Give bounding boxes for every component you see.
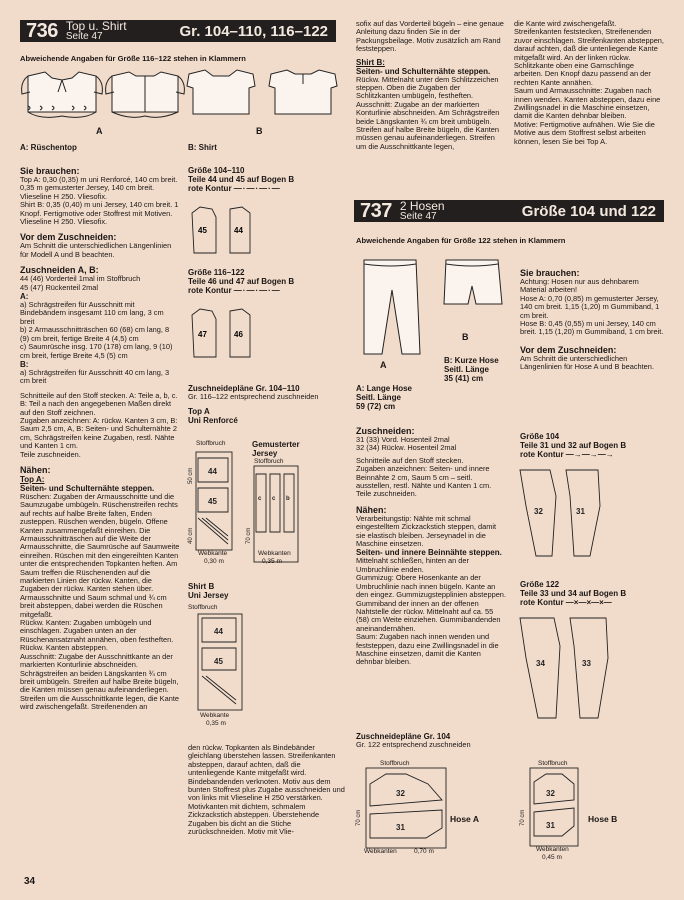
model-736-column-3 [356,20,506,192]
cut-737-4: Zugaben anzeichnen: Seiten- und innere Beinnähte 2 cm, Saum 5 cm – seitl. ausstellen, restl. Nähte und Kanten 1 cm. [356,464,492,491]
svg-text:32: 32 [534,507,543,516]
cut-out: Teile zuschneiden. [20,449,81,459]
cut-a-b: b) 2 Armausschnitträschen 60 (68) cm lang, 8 (9) cm breit, fertige Breite 4 (4,5) cm [20,325,170,343]
col3-neckline: Ausschnitt: Zugabe an der markierten Konturlinie abschneiden. Am Schrägstreifen beide Längskanten ¾ cm breit umbügeln. Streifen auf halbe Breite bügeln, die Kanten müssen genau aufeinanderliegen. Streifen um die Ausschnittkante legen, [356,99,500,151]
caption-pants-a-2: Seitl. Länge [356,393,401,402]
plan-jersey-label: Gemusterter Jersey [252,440,300,458]
model-737-needs [520,268,666,408]
cut-b-a: a) Schrägstreifen für Ausschnitt 40 cm lang, 3 cm breit [20,367,170,386]
caption-b: B: Shirt [188,143,217,152]
heading-before-cut: Vor dem Zuschneiden: [20,232,117,243]
webkante-label-3: Webkante [200,712,230,719]
col3-intro: sofix auf das Vorderteil bügeln – eine genaue Anleitung dazu finden Sie in der Packungsbeilage. Motiv zusätzlich am Rand feststeppen. [356,20,504,54]
col4-text-3: Motive: Fertigmotive aufnähen. Wie Sie die Motive aus dem Stoffrest selbst arbeiten können, lesen Sie bei Top A. [514,119,655,146]
size-122-heading: Größe 122 [520,580,560,589]
svg-text:45: 45 [208,497,217,506]
top-a-illustration [20,66,190,131]
width-label-1: 0,30 m [204,558,224,565]
pants-plan-title: Zuschneidepläne Gr. 104 [356,732,451,741]
svg-text:50 cm: 50 cm [188,467,194,484]
model-title-737: 2 Hosen [399,199,445,213]
plan-title: Zuschneidepläne Gr. 104–110 [188,384,300,393]
col4-text-1: die Kante wird zwischengefaßt. Streifenkanten feststecken, Streifenenden zuvor einschlagen. Streifenkanten absteppen, darauf achten, daß die untenliegende Kante mitgefaßt wird. An der linken rückw. Schlitzkante oben eine Garnschlinge arbeiten. Den Knopf dazu passend an der rechten Kante annähen. [514,20,664,87]
heading-needs: Sie brauchen: [20,166,80,176]
model-736-header [20,20,336,42]
caption-pants-b-3: 35 (41) cm [444,374,484,383]
before-cut-737: Am Schnitt die unterschiedlichen Längenlinien für Hose A und B beachten. [520,353,654,372]
model-sizes: Gr. 104–110, 116–122 [179,22,328,40]
pattern-pieces-33-34 [516,614,616,724]
svg-text:44: 44 [234,226,243,235]
size-104-heading: Größe 104 [520,432,560,441]
caption-pants-b-2: Seitl. Länge [444,365,489,374]
sew-neckline: Ausschnitt: Zugabe der Ausschnittkante an der markierten Konturlinie abschneiden. Schrägstreifen an beiden Längskanten ¾ cm breit umbügeln. Streifen auf halbe Breite bügeln, die Kanten müssen genau aufeinanderliegen. Streifen um die Ausschnittkante legen, die Kante wird zwischengefaßt. Streifenenden an [20,651,179,712]
caption-pants-b [444,356,524,383]
cut-heading-737: Zuschneiden: [356,426,415,436]
pants-width-b: 0,45 m [542,854,562,861]
needs-heading-737: Sie brauchen: [520,268,580,278]
cut-a: A: [20,292,29,302]
needs-attention: Achtung: Hosen nur aus dehnbarem Material arbeiten! [520,277,639,295]
label-b: B [256,126,263,136]
pattern-pieces-31-32 [516,466,606,566]
before-cut-text: Am Schnitt die unterschiedlichen Längenlinien für Modell A und B beachten. [20,241,172,259]
plan-shirt-b-fabric: Uni Jersey [188,591,229,600]
col3-shirt-b: Shirt B: [356,57,385,67]
pants-plan-sub: Gr. 122 entsprechend zuschneiden [356,740,471,749]
plan-top-a: Top A [188,407,210,417]
model-736-column-1 [20,166,180,892]
caption-a: A: Rüschentop [20,143,77,152]
plan-shirt-b: Shirt B [188,582,215,591]
needs-shirt-b: Shirt B: 0,35 (0,40) m uni Jersey, 140 cm breit. 1 Knopf. Fertigmotive oder Stoffrest mit Motiven. Vlieseline H 250. Vliesofix. [20,200,179,227]
size-heading: Größe 104–110 [188,166,245,175]
size-122-block: Größe 122 Teile 33 und 34 auf Bogen B rote Kontur —×—×—×— [520,580,666,607]
svg-text:70 cm: 70 cm [246,527,252,544]
svg-text:32: 32 [396,789,405,798]
sew-back-edges: Rückw. Kanten: Zugaben umbügeln und einschlagen. Zugaben unten an der Rüschenansatznaht annähen, oben festheften. Rückw. Kanten absteppen. [20,618,174,653]
col3-back-seam: Rückw. Mittelnaht unter dem Schlitzzeichen steppen. Oben die Zugaben der Schlitzkanten umbügeln, festheften. [356,74,499,101]
label-pants-b: B [462,332,469,342]
svg-text:c: c [272,496,276,502]
shirt-b-illustration [185,66,345,126]
pattern-pieces-44-45 [190,203,260,261]
pants-width-a: 0,70 m [414,848,434,855]
parts-line: Teile 44 und 45 auf Bogen B [188,175,295,184]
cut-a-a: a) Schrägstreifen für Ausschnitt mit Bindebändern insgesamt 110 cm lang, 3 cm breit [20,300,164,326]
svg-text:45: 45 [198,226,207,235]
heading-cut: Zuschneiden A, B: [20,265,99,276]
model-737-instructions [356,426,506,716]
col3-seams: Seiten- und Schulternähte steppen. [356,66,491,76]
before-cut-heading-737: Vor dem Zuschneiden: [520,344,617,355]
cut-737-5: Teile zuschneiden. [356,489,417,499]
svg-text:40 cm: 40 cm [188,527,194,544]
webkanten-label-1: Webkanten [258,550,291,557]
pants-stoffbruch-1: Stoffbruch [380,760,410,767]
cut-737-3: Schnitteile auf den Stoff stecken. [356,455,464,465]
col4-text-2: Saum und Armausschnitte: Zugaben nach innen wenden. Kanten absteppen, dazu eine Zwillingsnadel in die Maschine einsetzen, damit die Kanten dehnbar bleiben. [514,86,661,121]
cut-737-1: 31 (33) Vord. Hosenteil 2mal [356,435,450,444]
model-number: 736 [26,19,58,42]
cutting-layout-hose-a [356,766,456,856]
sew-ruffles: Rüschen: Zugaben der Armausschnitte und die Saumzugabe umbügeln. Rüschenstreifen rechts auf rechts auf halbe Breite falten, Enden zusteppen. Rüschen wenden, bügeln. Offene Kanten zusammengefaßt einreihen. Die Armausschnitträschen auf die Weite der Armausschnitte, die Saumrüsche auf Saumweite einreihen. Rüschen mit den eingereihten Kanten unter die entsprechenden Topkanten heften. Am Saum treffen die Rüschenenden auf die markierten Linien der rückw. Kanten, die Zugaben der rückw. Kanten stehen über. Armausschnitte und Saum schmal und ¾ cm breit absteppen, dabei werden die Rüschen mitgefaßt. [20,491,180,619]
sew-737-5: Saum: Zugaben nach innen wenden und feststeppen, dazu eine Zwillingsnadel in die Maschine einsetzen, damit die Kanten dehnbar bleiben. [356,632,499,667]
caption-pants-a [356,384,436,411]
svg-text:44: 44 [214,627,223,636]
svg-text:b: b [286,496,290,502]
sew-side: Seiten- und Schulternähte steppen. [20,483,155,493]
cutting-layout-hose-b [516,766,586,856]
hose-a-label: Hose A [450,814,479,824]
size-104-block: Größe 104 Teile 31 und 32 auf Bogen B rote Kontur —→—→—→ [520,432,666,459]
stoffbruch-label-1: Stoffbruch [196,440,226,447]
plan-shirt-b-block [188,582,288,612]
cut-line-1: 44 (46) Vorderteil 1mal im Stoffbruch [20,274,141,284]
model-737-note: Abweichende Angaben für Größe 122 stehen in Klammern [356,236,566,245]
model-number-737: 737 [360,199,392,222]
size-116-122-block: Größe 116–122 Teile 46 und 47 auf Bogen B rote Kontur —·—·—·— [188,268,348,295]
cutting-plan-block [188,384,348,425]
hose-b-label: Hose B [588,814,618,824]
size-122-contour: rote Kontur [520,598,564,607]
size-104-parts: Teile 31 und 32 auf Bogen B [520,441,627,450]
model-page: Seite 47 [65,31,103,42]
svg-text:70 cm: 70 cm [356,809,362,826]
sew-737-2: Seiten- und innere Beinnähte steppen. [356,548,502,558]
sew-737-4: Gummizug: Obere Hosenkante an der Umbruchlinie nach innen bügeln. Kante an den eingez. Gummizugstepplinien absteppen. Gummiband der innen an der offenen Nahtstelle der rückw. Mittelnaht auf ca. 55 (58) cm Weite einziehen. Gummibandenden aneinandernähen. [356,573,506,633]
size-122-parts: Teile 33 und 34 auf Bogen B [520,589,627,598]
stoffbruch-label-3: Stoffbruch [188,604,218,611]
model-sizes-737: Größe 104 und 122 [521,202,656,220]
caption-pants-a-1: A: Lange Hose [356,384,413,393]
cut-line-2: 45 (47) Rückenteil 2mal [20,282,99,292]
size-104-contour: rote Kontur [520,450,564,459]
width-label-2: 0,35 m [262,558,282,565]
svg-text:44: 44 [208,467,217,476]
svg-text:70 cm: 70 cm [520,809,526,826]
svg-text:31: 31 [396,823,405,832]
svg-text:31: 31 [576,507,585,516]
stoffbruch-label-2: Stoffbruch [254,458,284,465]
svg-text:c: c [258,496,262,502]
label-pants-a: A [380,360,387,370]
red-contour-label-2: rote Kontur [188,286,232,295]
model-736-column-2-text: den rückw. Topkanten als Bindebänder gleichlang überstehen lassen. Streifenkanten absteppen, darauf achten, daß die untenliegende Kante mitgefaßt wird. Bindebandenden verknoten. Motiv aus dem bunten Stoffrest plus Zugabe ausschneiden und von links mit Vlieseline H 250 verstärken. Motivkanten mit dichtem, schmalem Zickzackstich absteppen. Überstehende Zugaben bis dicht an die Stiche zurückschneiden. Motiv mit Vlie- [188,744,345,837]
svg-text:31: 31 [546,821,555,830]
needs-top-a: Top A: 0,30 (0,35) m uni Renforcé, 140 cm breit. 0,35 m gemusterter Jersey, 140 cm breit. Vlieseline H 250. Vliesofix. [20,175,178,201]
svg-text:34: 34 [536,659,545,668]
size-heading-2: Größe 116–122 [188,268,245,277]
sew-737-1: Verarbeitungstip: Nähte mit schmal eingestelltem Zickzackstich steppen, damit sie elastisch bleiben. Jerseynadel in die Maschine einsetzen. [356,513,497,549]
heading-sew: Nähen: [20,464,51,475]
seam-allowance: Zugaben anzeichnen: A: rückw. Kanten 3 cm, B: Saum 2,5 cm, A, B: Seiten- und Schulternähte 2 cm, Schrägstreifen keine Zugaben, restl. Nähte und Kanten 1 cm. [20,415,178,451]
red-contour-label: rote Kontur [188,184,232,193]
cut-b: B: [20,359,29,369]
pin-text: Schnitteile auf den Stoff stecken. A: Teile a, b, c. B: Teil a nach den angegebenen Maßen direkt auf den Stoff zeichnen. [20,390,178,417]
pants-stoffbruch-2: Stoffbruch [538,760,568,767]
svg-text:32: 32 [546,789,555,798]
caption-pants-a-3: 59 (72) cm [356,402,396,411]
cut-737-2: 32 (34) Rückw. Hosenteil 2mal [356,443,457,453]
page-number: 34 [24,876,36,887]
pattern-pieces-46-47 [190,305,260,365]
caption-pants-b-1: B: Kurze Hose [444,356,499,365]
model-title: Top u. Shirt [65,19,127,33]
needs-hose-b: Hose B: 0,45 (0,55) m uni Jersey, 140 cm breit. 1,15 (1,20) m Gummiband, 1 cm breit. [520,319,664,337]
model-736-column-4 [514,20,664,192]
svg-text:33: 33 [582,659,591,668]
svg-text:47: 47 [198,330,207,339]
svg-text:45: 45 [214,657,223,666]
sew-heading-737: Nähen: [356,504,387,515]
pants-webkanten-1: Webkanten [364,848,397,855]
webkante-label-1: Webkante [198,550,228,557]
svg-text:46: 46 [234,330,243,339]
plan-sub: Gr. 116–122 entsprechend zuschneiden [188,392,319,401]
cutting-layout-shirt-b [190,612,250,722]
model-736-note: Abweichende Angaben für Größe 116–122 stehen in Klammern [20,54,246,63]
pants-webkanten-2: Webkanten [536,846,569,853]
parts-line-2: Teile 46 und 47 auf Bogen B [188,277,295,286]
cut-a-c: c) Saumrüsche insg. 170 (178) cm lang, 9 (10) cm breit, fertige Breite 4,5 (5) cm [20,342,173,360]
plan-top-a-fabric: Uni Renforcé [188,416,238,426]
label-a: A [96,126,103,136]
pants-plan-block [356,732,516,749]
pants-illustration [354,250,514,365]
sew-top-a: Top A: [20,474,45,484]
size-104-110-block: Größe 104–110 Teile 44 und 45 auf Bogen B rote Kontur —·—·—·— [188,166,348,193]
needs-hose-a: Hose A: 0,70 (0,85) m gemusterter Jersey, 140 cm breit. 1,15 (1,20) m Gummiband, 1 cm breit. [520,293,660,320]
model-737-header [354,200,664,222]
width-label-3: 0,35 m [206,720,226,727]
sew-737-3: Mittelnaht schließen, hinten an der Umbruchlinie enden. [356,556,469,574]
model-page-737: Seite 47 [399,211,437,222]
